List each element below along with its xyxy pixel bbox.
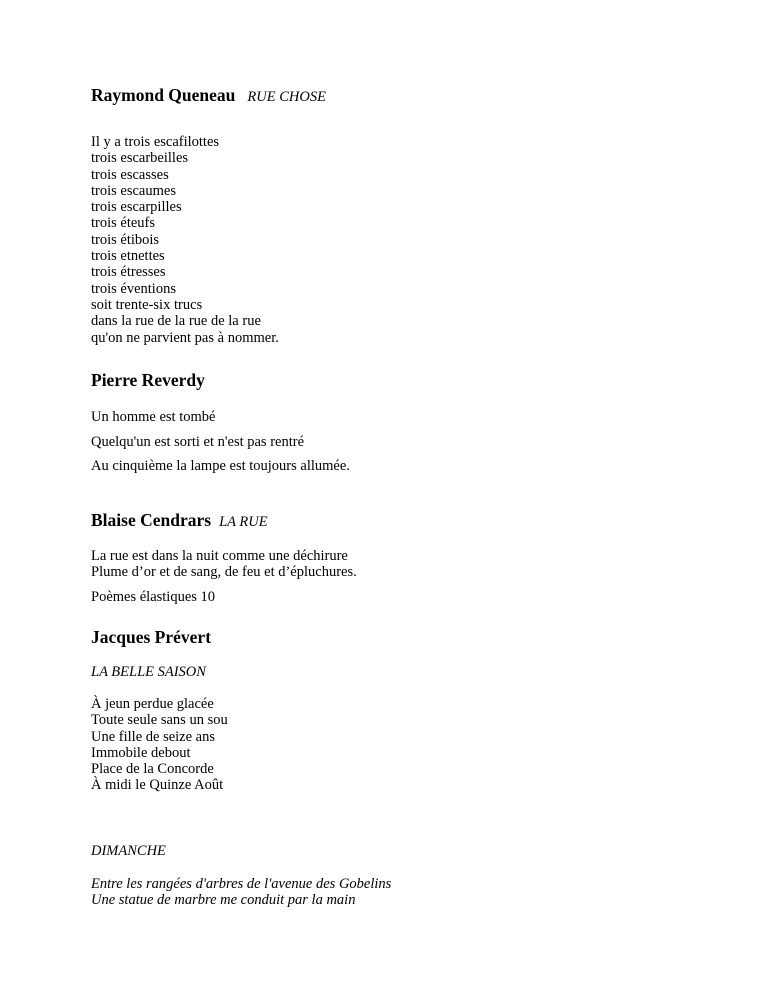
poem-line: trois escarpilles: [91, 199, 182, 216]
section-heading-reverdy: [91, 370, 205, 391]
section-heading-queneau: [91, 85, 326, 106]
poem-line: Une fille de seize ans: [91, 728, 216, 745]
poem-line: Place de la Concorde: [91, 761, 214, 778]
section-heading-cendrars: [91, 510, 268, 531]
poem-title-dimanche: DIMANCHE: [91, 843, 166, 859]
poem-body-la-belle-saison: [91, 696, 228, 794]
poem-line: La rue est dans la nuit comme une déchirure: [91, 548, 348, 564]
source-citation: Poèmes élastiques 10: [91, 589, 216, 605]
poem-title-la-belle-saison: LA BELLE SAISON: [91, 664, 206, 680]
poem-line: Quelqu'un est sorti et n'est pas rentré: [91, 433, 305, 450]
poem-line: dans la rue de la rue de la rue: [91, 313, 261, 330]
poem-line: À jeun perdue glacée: [91, 696, 214, 712]
poem-line: Entre les rangées d'arbres de l'avenue des Gobelins: [91, 876, 392, 892]
poem-body-reverdy: [91, 409, 350, 483]
poem-line: Immobile debout: [91, 744, 191, 761]
poem-line: À midi le Quinze Août: [91, 777, 224, 794]
poem-line: trois étresses: [91, 264, 166, 281]
poem-source: [91, 589, 215, 605]
poem-line: trois escaumes: [91, 182, 176, 199]
poem-body-rue-chose: [91, 134, 279, 346]
poem-line: trois éventions: [91, 280, 176, 297]
poem-line: trois éteufs: [91, 215, 156, 232]
poem-line: Toute seule sans un sou: [91, 712, 228, 729]
author-name: Jacques Prévert: [91, 627, 212, 647]
poem-line: soit trente-six trucs: [91, 296, 203, 313]
poem-title: LA RUE: [219, 514, 268, 530]
poem-body-la-rue: [91, 548, 357, 581]
poem-line: trois etnettes: [91, 248, 165, 265]
poem-body-dimanche: [91, 876, 391, 909]
poem-line: Plume d’or et de sang, de feu et d’épluchures.: [91, 564, 357, 581]
poem-line: Il y a trois escafilottes: [91, 134, 220, 150]
author-name: Blaise Cendrars: [91, 510, 212, 530]
poem-line: qu'on ne parvient pas à nommer.: [91, 329, 279, 346]
poem-line: trois escasses: [91, 166, 169, 183]
poem-line: trois étibois: [91, 231, 160, 248]
poem-line: Au cinquième la lampe est toujours allumée.: [91, 458, 350, 475]
poem-title: RUE CHOSE: [247, 89, 326, 105]
author-name: Pierre Reverdy: [91, 370, 205, 390]
poem-line: Une statue de marbre me conduit par la main: [91, 892, 356, 909]
poem-line: Un homme est tombé: [91, 409, 216, 425]
section-heading-prevert: [91, 627, 211, 648]
poem-line: trois escarbeilles: [91, 150, 189, 167]
author-name: Raymond Queneau: [91, 85, 236, 105]
